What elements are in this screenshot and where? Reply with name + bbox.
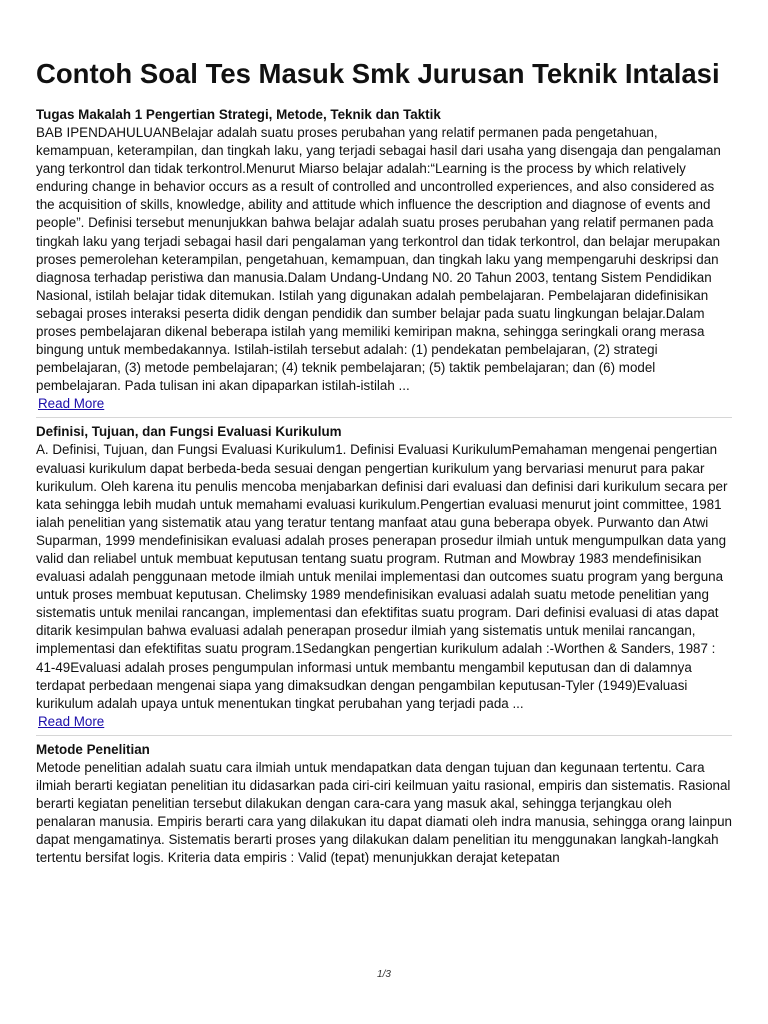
article-section-3 xyxy=(36,741,732,868)
read-more-link[interactable]: Read More xyxy=(38,396,105,412)
read-more-link[interactable]: Read More xyxy=(38,713,105,729)
page-title: Contoh Soal Tes Masuk Smk Jurusan Teknik Intalasi xyxy=(36,58,720,89)
section-divider xyxy=(36,417,732,418)
page-number: 1/3 xyxy=(377,969,391,980)
section-divider xyxy=(36,735,732,736)
article-heading: Metode Penelitian xyxy=(36,741,150,757)
article-excerpt: Metode penelitian adalah suatu cara ilmiah untuk mendapatkan data dengan tujuan dan kegunaan tertentu. Cara ilmiah berarti kegiatan penelitian itu didasarkan pada ciri-ciri keilmuan yaitu rasional, empiris dan sistematis. Rasional berarti kegiatan penelitian tersebut dilakukan dengan cara-cara yang masuk akal, sehingga terjangkau oleh penalaran manusia. Empiris berarti cara yang dilakukan itu dapat diamati oleh indra manusia, sehingga orang lainpun dapat mengamatinya. Sistematis berarti proses yang dilakukan dalam penelitian itu menggunakan langkah-langkah tertentu bersifat logis. Kriteria data empiris : Valid (tepat) menunjukkan derajat ketepatan xyxy=(36,759,732,866)
article-section-2 xyxy=(36,423,732,730)
article-heading: Definisi, Tujuan, dan Fungsi Evaluasi Kurikulum xyxy=(36,424,342,440)
article-excerpt: BAB IPENDAHULUANBelajar adalah suatu proses perubahan yang relatif permanen pada pengetahuan, kemampuan, keterampilan, dan tingkah laku, yang terjadi sebagai hasil dari usaha yang disengaja dan pengalaman yang terkontrol dan tidak terkontrol.Menurut Miarso belajar adalah:“Learning is the process by which relatively enduring change in behavior occurs as a result of controlled and uncontrolled experiences, and also considered as the acquisition of skills, knowledge, ability and attitude which influence the description and diagnose of events and people”. Definisi tersebut menunjukkan bahwa belajar adalah suatu proses perubahan yang relatif permanen pada tingkah laku yang terjadi sebagai hasil dari pengalaman yang terkontrol dan tidak terkontrol, dan belajar merupakan proses pemerolehan keterampilan, pengetahuan, kemampuan, dan tingkah laku yang mempengaruhi deskripsi dan diagnosa terhadap peristiwa dan manusia.Dalam Undang-Undang N0. 20 Tahun 2003, tentang Sistem Pendidikan Nasional, istilah belajar tidak ditemukan. Istilah yang digunakan adalah pembelajaran. Pembelajaran didefinisikan sebagai proses interaksi peserta didik dengan pendidik dan sumber belajar pada suatu lingkungan belajar.Dalam proses pembelajaran dikenal beberapa istilah yang memiliki kemiripan makna, sehingga seringkali orang merasa bingung untuk membedakannya. Istilah-istilah tersebut adalah: (1) pendekatan pembelajaran, (2) strategi pembelajaran, (3) metode pembelajaran; (4) teknik pembelajaran; (5) taktik pembelajaran; dan (6) model pembelajaran. Pada tulisan ini akan dipaparkan istilah-istilah ... xyxy=(36,125,721,394)
document-page xyxy=(36,56,732,867)
article-excerpt: A. Definisi, Tujuan, dan Fungsi Evaluasi Kurikulum1. Definisi Evaluasi KurikulumPemahaman mengenai pengertian evaluasi kurikulum dapat berbeda-beda sesuai dengan pengertian kurikulum yang bervariasi menurut para pakar kurikulum. Oleh karena itu penulis mencoba menjabarkan definisi dari evaluasi dan definisi dari kurikulum secara per kata sehingga lebih mudah untuk memahami evaluasi kurikulum.Pengertian evaluasi menurut joint committee, 1981 ialah penelitian yang sistematik atau yang teratur tentang manfaat atau guna beberapa obyek. Purwanto dan Atwi Suparman, 1999 mendefinisikan evaluasi adalah proses penerapan prosedur ilmiah untuk mengumpulkan data yang valid dan reliabel untuk membuat keputusan tentang suatu program. Rutman and Mowbray 1983 mendefinisikan evaluasi adalah penggunaan metode ilmiah untuk menilai implementasi dan outcomes suatu program yang berguna untuk proses membuat keputusan. Chelimsky 1989 mendefinisikan evaluasi adalah suatu metode penelitian yang sistematis untuk menilai rancangan, implementasi dan efektifitas suatu program. Dari definisi evaluasi di atas dapat ditarik kesimpulan bahwa evaluasi adalah penerapan prosedur ilmiah yang sistematis untuk menilai rancangan, implementasi dan efektifitas suatu program.1Sedangkan pengertian kurikulum adalah :-Worthen & Sanders, 1987 : 41-49Evaluasi adalah proses pengumpulan informasi untuk membantu mengambil keputusan dan di dalamnya terdapat perbedaan mengenai siapa yang dimaksudkan dengan pengambilan keputusan-Tyler (1949)Evaluasi kurikulum adalah upaya untuk menentukan tingkat perubahan yang terjadi pada ... xyxy=(36,442,728,711)
article-heading: Tugas Makalah 1 Pengertian Strategi, Metode, Teknik dan Taktik xyxy=(36,107,441,122)
article-section-1 xyxy=(36,106,732,413)
